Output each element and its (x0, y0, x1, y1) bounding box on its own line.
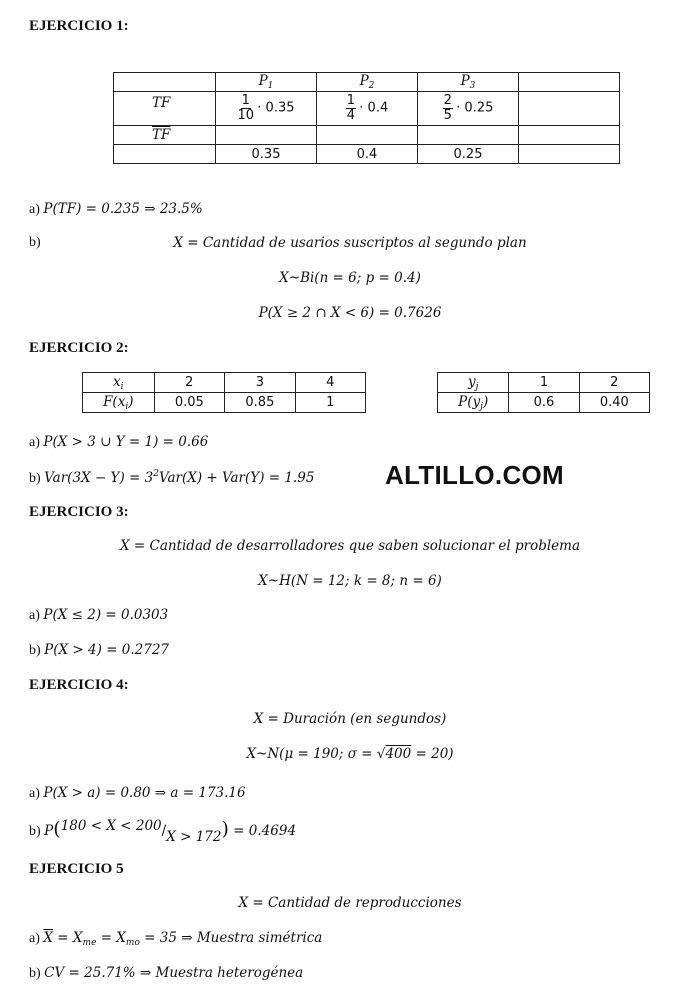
ex1-cell-tf-p3: $\frac{2}{5}$ · 0.25 (418, 92, 519, 126)
ex1-b-line3: P(X ≥ 2 ∩ X < 6) = 0.7626 (258, 305, 442, 321)
ex1-total-p2: 0.4 (317, 145, 418, 164)
ex2-t1-x-1: 3 (225, 373, 296, 393)
ex1-table (113, 72, 620, 164)
ex2-t1-F-1: 0.85 (225, 393, 296, 413)
ex1-title: EJERCICIO 1: (29, 18, 129, 34)
ex4-line1: X = Duración (en segundos) (253, 711, 447, 727)
ex1-row-tfbar-label: $\overline{TF}$ (114, 126, 216, 145)
ex2-a: a) P(X > 3 ∪ Y = 1) = 0.66 (29, 434, 209, 450)
ex1-header-p2: $P_2$ (317, 73, 418, 92)
ex2-t2-header-y: $y_j$ (438, 373, 509, 393)
ex2-t2-y-0: 1 (509, 373, 579, 393)
ex3-title: EJERCICIO 3: (29, 504, 129, 520)
ex5-a: a) $\overline{X} = X_{me} = X_{mo} = 35$ ⇒ Muestra simétrica (29, 930, 323, 948)
ex3-line2: X~H(N = 12; k = 8; n = 6) (258, 573, 442, 589)
ex2-t1-F-0: 0.05 (154, 393, 225, 413)
ex5-line1: X = Cantidad de reproducciones (238, 895, 462, 911)
ex2-t1-x-2: 4 (295, 373, 365, 393)
ex2-t1-header-x: $x_i$ (83, 373, 155, 393)
ex4-a: a) P(X > a) = 0.80 ⇒ a = 173.16 (29, 785, 246, 801)
ex4-line2: X~N(μ = 190; σ = √400 = 20) (246, 746, 454, 762)
ex2-title: EJERCICIO 2: (29, 340, 129, 356)
fraction: $\frac{1}{10}$ (237, 93, 255, 123)
ex1-a: a) P(TF) = 0.235 ⇒ 23.5% (29, 201, 203, 217)
ex1-total-label (114, 145, 216, 164)
ex5-b: b) CV = 25.71% ⇒ Muestra heterogénea (29, 965, 304, 981)
ex1-header-p3: $P_3$ (418, 73, 519, 92)
ex1-cell-tfbar-p3 (418, 126, 519, 145)
ex1-row-tf-label: TF (114, 92, 216, 126)
fraction: $\frac{2}{5}$ (443, 93, 452, 123)
ex2-table-x (82, 372, 366, 413)
ex2-table-y (437, 372, 650, 413)
ex4-title: EJERCICIO 4: (29, 677, 129, 693)
ex1-b-label: b) (29, 235, 41, 250)
watermark-logo: ALTILLO.COM (385, 460, 565, 490)
ex1-b-line2: X~Bi(n = 6; p = 0.4) (279, 270, 421, 286)
ex1-header-empty (519, 73, 620, 92)
ex2-t1-F-2: 1 (295, 393, 365, 413)
ex1-total-p3: 0.25 (418, 145, 519, 164)
ex1-total-empty (519, 145, 620, 164)
ex4-b: b) P(180 < X < 200/X > 172) = 0.4694 (29, 818, 297, 845)
ex1-cell-tfbar-p2 (317, 126, 418, 145)
ex1-cell-tf-empty (519, 92, 620, 126)
ex1-cell-tf-p1: $\frac{1}{10}$ · 0.35 (216, 92, 317, 126)
ex1-b-line1: X = Cantidad de usarios suscriptos al segundo plan (173, 235, 527, 251)
ex1-corner-cell (114, 73, 216, 92)
ex3-line1: X = Cantidad de desarrolladores que saben solucionar el problema (119, 538, 580, 554)
ex2-t2-y-1: 2 (579, 373, 649, 393)
fraction: $\frac{1}{4}$ (346, 93, 356, 123)
ex2-t1-x-0: 2 (154, 373, 225, 393)
ex1-total-p1: 0.35 (216, 145, 317, 164)
ex3-b: b) P(X > 4) = 0.2727 (29, 642, 170, 658)
ex2-b: b) $Var(3X - Y) = 3^2Var(X) + Var(Y) = 1.95$ (29, 469, 315, 486)
ex2-t2-header-P: $P(y_j)$ (438, 393, 509, 413)
ex3-a: a) P(X ≤ 2) = 0.0303 (29, 607, 169, 623)
ex1-cell-tfbar-p1 (216, 126, 317, 145)
ex1-header-p1: $P_1$ (216, 73, 317, 92)
ex2-t1-header-F: $F(x_i)$ (83, 393, 155, 413)
ex2-t2-P-1: 0.40 (579, 393, 649, 413)
ex2-t2-P-0: 0.6 (509, 393, 579, 413)
ex1-cell-tfbar-empty (519, 126, 620, 145)
ex5-title: EJERCICIO 5 (29, 861, 124, 877)
ex1-cell-tf-p2: $\frac{1}{4}$ · 0.4 (317, 92, 418, 126)
